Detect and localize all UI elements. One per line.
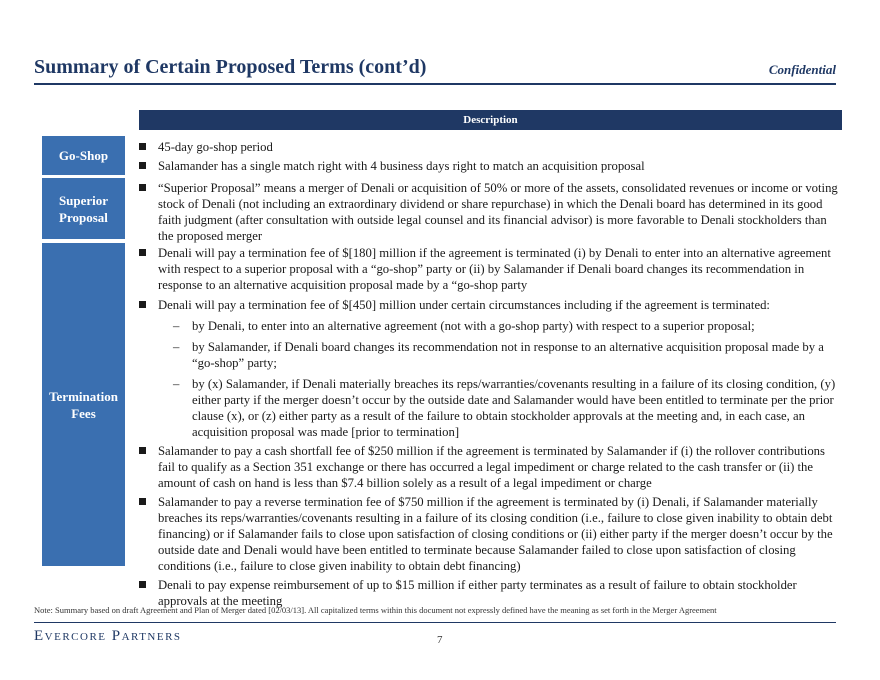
title-divider — [34, 83, 836, 85]
list-item: Salamander has a single match right with 4 business days right to match an acquisition proposal — [139, 158, 842, 174]
sub-list-item: – by (x) Salamander, if Denali materially breaches its reps/warranties/covenants resulting in a failure of its closing condition, (y) either party if the merger doesn’t occur by the outside date and Salamander would have been entitled to terminate per the prior clause (x), or (z) either party as a result of the failure to obtain stockholder approvals at the meeting and, in each case, an acquisition proposal was made [prior to termination] — [139, 376, 842, 440]
page-number: 7 — [437, 634, 443, 646]
row-label-termination-fees: Termination Fees — [42, 243, 125, 566]
sub-list-item: – by Denali, to enter into an alternative agreement (not with a go-shop party) with respect to a superior proposal; — [139, 318, 842, 334]
list-item: Denali will pay a termination fee of $[180] million if the agreement is terminated (i) by Denali to enter into an alternative agreement with respect to a superior proposal with a “go-shop” party or (ii) by Salamander if Denali board changes its recommendation in response to an alternative acquisition proposal made by a “go-shop party — [139, 245, 842, 293]
sub-list-item: – by Salamander, if Denali board changes its recommendation not in response to an alternative acquisition proposal made by a “go-shop” party; — [139, 339, 842, 371]
list-item: Denali to pay expense reimbursement of up to $15 million if either party terminates as a result of failure to obtain stockholder approvals at the meeting — [139, 577, 842, 609]
row-content-superior-proposal — [139, 180, 842, 244]
row-content-go-shop — [139, 139, 842, 174]
list-item: Denali will pay a termination fee of $[450] million under certain circumstances including if the agreement is terminated: — [139, 297, 842, 313]
row-label-superior-proposal: Superior Proposal — [42, 178, 125, 239]
row-content-termination-fees — [139, 245, 842, 609]
page-title: Summary of Certain Proposed Terms (cont’d) — [34, 56, 427, 78]
confidential-label: Confidential — [768, 62, 836, 77]
footnote: Note: Summary based on draft Agreement and Plan of Merger dated [02/03/13]. All capitalized terms within this document not expressly defined have the meaning as set forth in the Merger Agreement — [34, 605, 717, 615]
list-item: 45-day go-shop period — [139, 139, 842, 155]
description-column-header: Description — [139, 110, 842, 130]
list-item: Salamander to pay a reverse termination fee of $750 million if the agreement is terminated by (i) Denali, if Salamander materially breaches its reps/warranties/covenants resulting in a failure of its closing condition (i.e., failure to close given inability to obtain debt financing) or if Salamander fails to close upon satisfaction of closing conditions or (ii) either party if the merger doesn’t occur by the outside date and Denali would have been entitled to terminate because Salamander failed to close upon satisfaction of closing conditions (i.e., failure to close given inability to obtain debt financing) — [139, 494, 842, 574]
list-item: “Superior Proposal” means a merger of Denali or acquisition of 50% or more of the assets, consolidated revenues or income or voting stock of Denali (not including an extraordinary dividend or share repurchase) in which the Denali board has determined in its good faith judgment (after consultation with outside legal counsel and its financial advisor) is more favorable to Denali stockholders than the proposed merger — [139, 180, 842, 244]
list-item: Salamander to pay a cash shortfall fee of $250 million if the agreement is terminated by Salamander if (i) the rollover contributions fail to qualify as a Section 351 exchange or there has occurred a legal impediment or charge related to the cash transfer or (ii) the amount of cash on hand is less than $7.4 billion solely as a result of a legal impediment or charge — [139, 443, 842, 491]
footer-divider — [34, 622, 836, 623]
brand-logo: Evercore Partners — [34, 628, 182, 644]
row-label-go-shop: Go-Shop — [42, 136, 125, 175]
